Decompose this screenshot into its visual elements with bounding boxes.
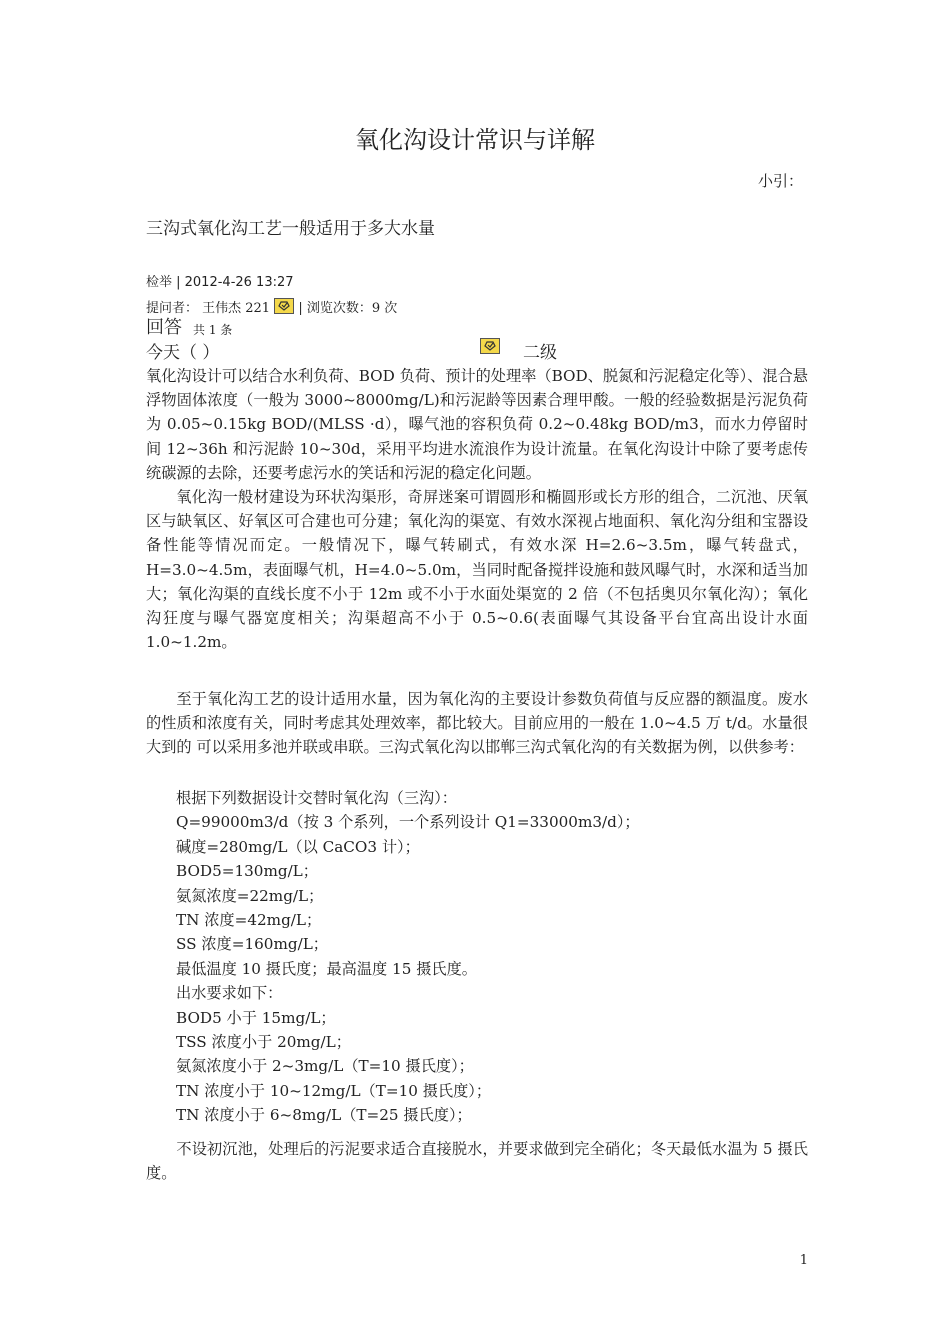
paragraph: 氧化沟设计可以结合水利负荷、BOD 负荷、预计的处理率（BOD、脱氮和污泥稳定化等）、混合悬浮物固体浓度（一般为 3000~8000mg/L)和污泥龄等因素合理甲酸。一般的经验数据是污泥负荷为 0.05~0.15kg BOD/(MLSS ·d），曝气池的容积负荷 0.2~0.48kg BOD/m3，而水力停留时间 12~36h 和污泥龄 10~30d，采用平均进水流浪作为设计流量。在氧化沟设计中除了要考虑传统碳源的去除，还要考虑污水的笑话和污泥的稳定化问题。 xyxy=(146,367,808,482)
question-title: 三沟式氧化沟工艺一般适用于多大水量 xyxy=(146,219,435,239)
view-count: | 浏览次数：9 次 xyxy=(298,301,398,316)
intro-label: 小引： xyxy=(757,172,803,190)
asker-line xyxy=(146,297,397,316)
list-item: 氨氮浓度小于 2~3mg/L（T=10 摄氏度）； xyxy=(176,1057,474,1076)
level-icon xyxy=(480,337,500,356)
answer-date: 今天（ ） xyxy=(146,343,220,363)
list-item: TN 浓度=42mg/L； xyxy=(176,911,322,930)
list-item: 氨氮浓度=22mg/L； xyxy=(176,886,324,905)
list-item: BOD5=130mg/L； xyxy=(176,862,318,881)
list-item: TN 浓度小于 6~8mg/L（T=25 摄氏度）； xyxy=(176,1106,472,1125)
report-line: 检举 | 2012-4-26 13:27 xyxy=(146,275,294,290)
design-data-list xyxy=(176,786,640,1128)
answer-heading: 回答 xyxy=(146,317,182,338)
list-item: 最低温度 10 摄氏度；最高温度 15 摄氏度。 xyxy=(176,959,477,978)
paragraph: 至于氧化沟工艺的设计适用水量，因为氧化沟的主要设计参数负荷值与反应器的额温度。废水的性质和浓度有关，同时考虑其处理效率，都比较大。目前应用的一般在 1.0~4.5 万 t/d。水量很大到的 可以采用多池并联或串联。三沟式氧化沟以邯郸三沟式氧化沟的有关数据为例，以供参考： xyxy=(146,690,808,757)
page-number: 1 xyxy=(799,1253,808,1268)
document-title: 氧化沟设计常识与详解 xyxy=(355,126,595,154)
answer-level: 二级 xyxy=(523,343,557,363)
list-item: 根据下列数据设计交替时氧化沟（三沟）： xyxy=(176,789,457,807)
user-level-icon xyxy=(274,298,294,314)
list-item: TSS 浓度小于 20mg/L； xyxy=(176,1033,351,1052)
list-item: Q=99000m3/d（按 3 个系列，一个系列设计 Q1=33000m3/d）； xyxy=(176,813,640,832)
list-item: SS 浓度=160mg/L； xyxy=(176,935,328,954)
closing-paragraph: 不设初沉池，处理后的污泥要求适合直接脱水，并要求做到完全硝化；冬天最低水温为 5 摄氏度。 xyxy=(146,1140,808,1183)
list-item: 碱度=280mg/L（以 CaCO3 计）； xyxy=(176,837,420,856)
asker-name: 提问者： 王伟杰 221 xyxy=(146,301,271,316)
list-item: BOD5 小于 15mg/L； xyxy=(176,1008,336,1027)
list-item: TN 浓度小于 10~12mg/L（T=10 摄氏度）； xyxy=(176,1081,492,1100)
list-item: 出水要求如下： xyxy=(176,984,283,1003)
answer-count: 共 1 条 xyxy=(193,323,233,337)
paragraph: 氧化沟一般材建设为环状沟渠形，奇屏迷案可谓圆形和椭圆形或长方形的组合，二沉池、厌氧区与缺氧区、好氧区可合建也可分建；氧化沟的渠宽、有效水深视占地面积、氧化沟分组和宝器设备性能等情况而定。一般情况下，曝气转刷式，有效水深 H=2.6~3.5m，曝气转盘式，H=3.0~4.5m，表面曝气机，H=4.0~5.0m，当同时配备搅拌设施和鼓风曝气时，水深和适当加大；氧化沟渠的直线长度不小于 12m 或不小于水面处渠宽的 2 倍（不包括奥贝尔氧化沟）；氧化沟狂度与曝气器宽度相关；沟渠超高不小于 0.5~0.6(表面曝气其设备平台宜高出设计水面 1.0~1.2m。 xyxy=(146,488,808,652)
